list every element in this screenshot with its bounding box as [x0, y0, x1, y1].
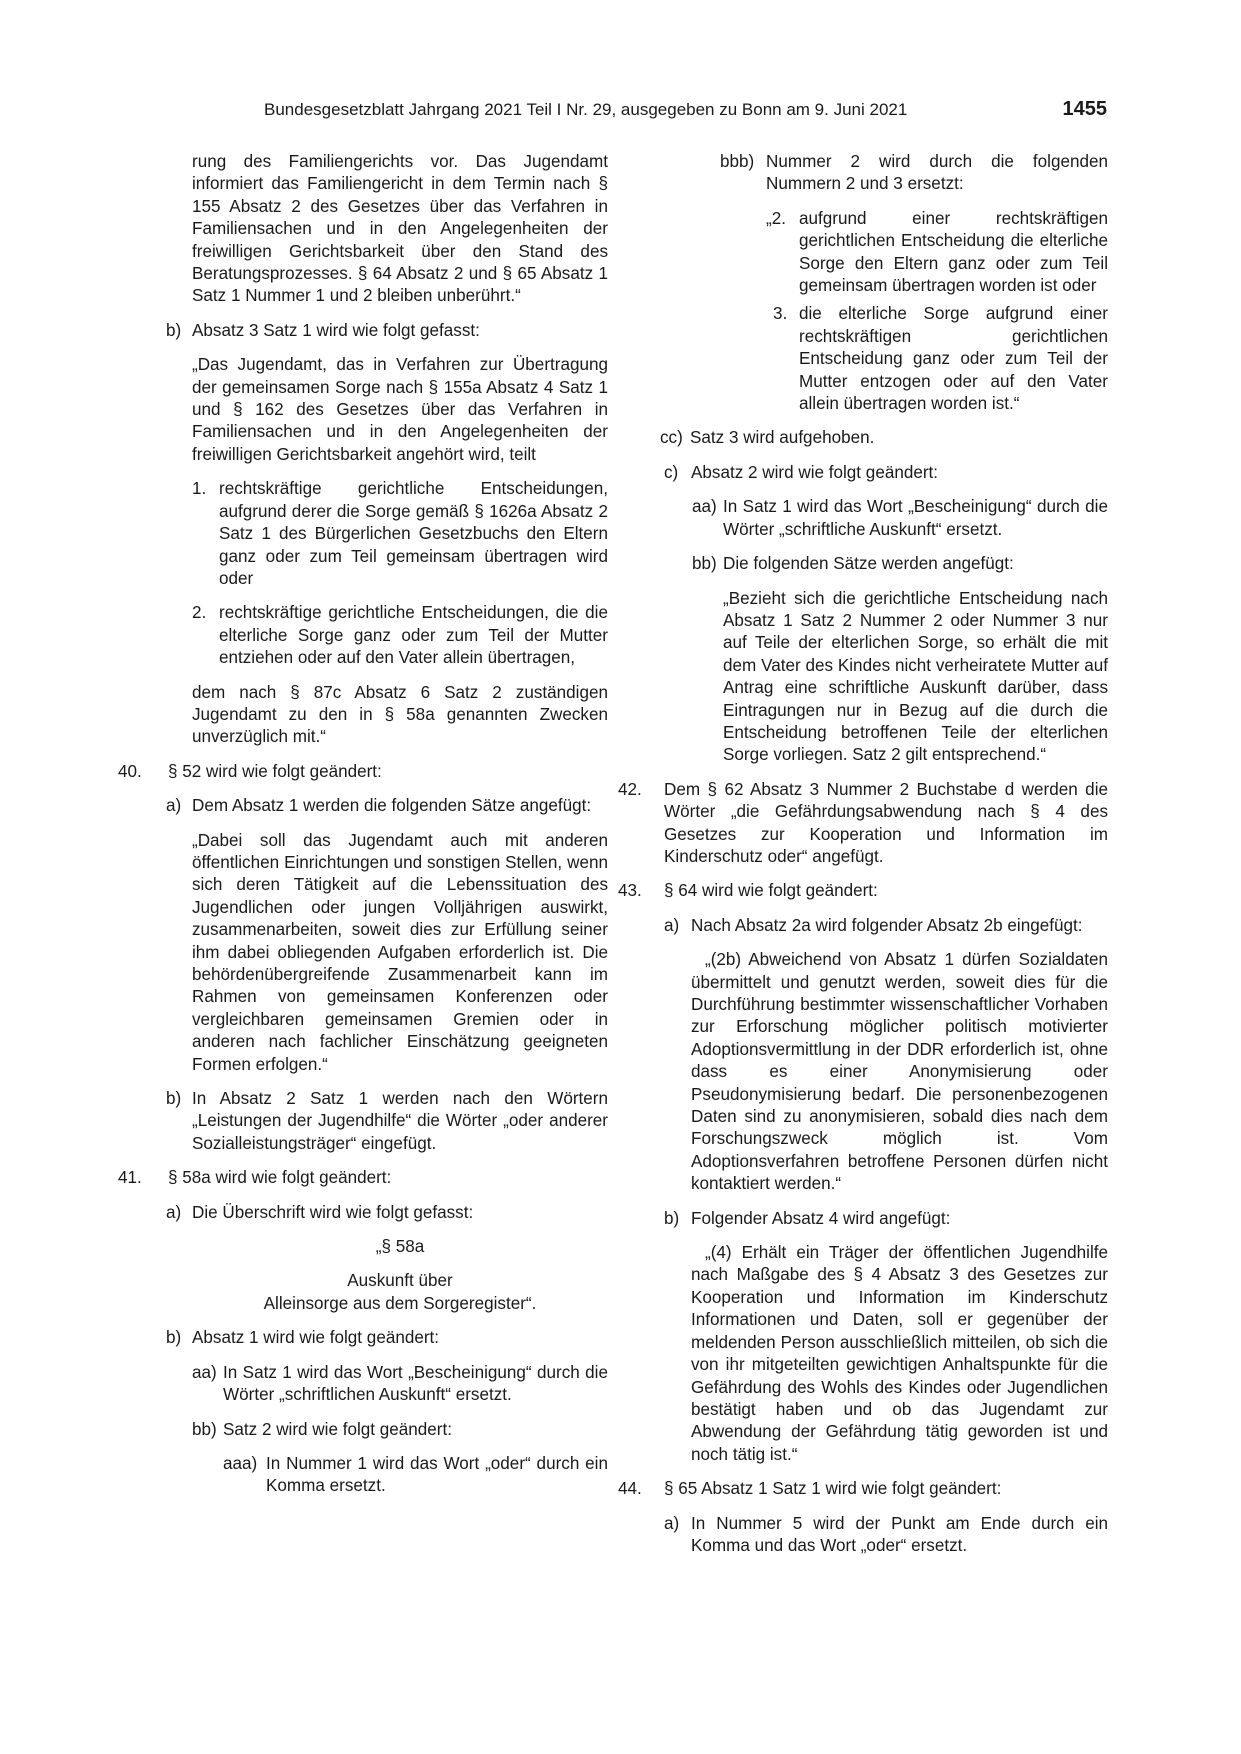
list-item: [630, 1513, 1108, 1558]
right-column: [618, 151, 1108, 1569]
list-item: [618, 880, 1108, 902]
section-heading: [192, 1236, 608, 1315]
heading-line: „§ 58a: [375, 1237, 425, 1257]
list-item: [130, 602, 608, 669]
item-label: bb): [192, 1419, 217, 1439]
list-item: [130, 1453, 608, 1498]
list-item: [630, 1208, 1108, 1230]
item-label: 44.: [618, 1479, 642, 1499]
item-text: In Satz 1 wird das Wort „Bescheinigung“ durch die Wörter „schriftlichen Auskunft“ ersetzt.: [223, 1362, 608, 1405]
item-text: die elterliche Sorge aufgrund einer rechtskräftigen gerichtlichen Entscheidung ganz oder zum Teil der Mutter entzogen oder auf den Vater allein übertragen worden ist.“: [799, 304, 1108, 414]
item-label: aaa): [223, 1453, 258, 1473]
heading-line: Alleinsorge aus dem Sorgeregister“.: [263, 1293, 537, 1313]
item-text: Absatz 2 wird wie folgt geändert:: [691, 462, 939, 482]
item-text: § 58a wird wie folgt geändert:: [168, 1168, 392, 1188]
item-text: rechtskräftige gerichtliche Entscheidungen, die die elterliche Sorge ganz oder zum Teil der Mutter entziehen oder auf den Vater allein übertragen,: [219, 603, 608, 668]
item-label: aa): [192, 1362, 217, 1382]
list-item: [630, 303, 1108, 415]
list-item: [130, 1088, 608, 1155]
quote-paragraph: „Dabei soll das Jugendamt auch mit anderen öffentlichen Einrichtungen und sonstigen Stellen, wenn sich deren Tätigkeit auf die Lebenssituation des Jugendlichen oder jungen Volljährigen auswirkt, zusammenarbeiten, soweit dies zur Erfüllung seiner ihm dabei obliegenden Aufgaben erforderlich ist. Die behördenübergreifende Zusammenarbeit kann im Rahmen von gemeinsamen Konferenzen oder vergleichbaren gemeinsamen Gremien oder in anderen nach fachlicher Einschätzung geeigneten Formen erfolgen.“: [192, 830, 608, 1074]
list-item: [118, 761, 608, 783]
item-label: 1.: [192, 479, 207, 499]
item-text: Nach Absatz 2a wird folgender Absatz 2b eingefügt:: [691, 915, 1083, 935]
item-label: „2.: [766, 208, 786, 228]
item-text: rechtskräftige gerichtliche Entscheidungen, aufgrund derer die Sorge gemäß § 1626a Absatz 2 Satz 1 des Bürgerlichen Gesetzbuchs den Eltern ganz oder zum Teil gemeinsam übertragen wird oder: [219, 479, 608, 588]
page-number: 1455: [1062, 98, 1107, 120]
item-text: § 64 wird wie folgt geändert:: [664, 881, 878, 901]
paragraph: rung des Familiengerichts vor. Das Jugendamt informiert das Familiengericht in dem Termin nach § 155 Absatz 2 des Gesetzes über das Verfahren in Familiensachen und in den Angelegenheiten der freiwilligen Gerichtsbarkeit über den Stand des Beratungsprozesses. § 64 Absatz 2 und § 65 Absatz 1 Satz 1 Nummer 1 und 2 bleiben unberührt.“: [192, 152, 608, 306]
item-label: b): [166, 320, 182, 340]
item-text: aufgrund einer rechtskräftigen gerichtlichen Entscheidung die elterliche Sorge den Eltern ganz oder zum Teil gemeinsam übertragen worden ist oder: [799, 208, 1108, 296]
list-item: [630, 915, 1108, 937]
item-text: In Nummer 5 wird der Punkt am Ende durch ein Komma und das Wort „oder“ ersetzt.: [691, 1513, 1108, 1555]
item-label: a): [166, 796, 182, 816]
item-label: a): [166, 1202, 182, 1222]
list-item: [130, 1362, 608, 1407]
item-label: 42.: [618, 779, 642, 799]
item-label: 2.: [192, 603, 207, 623]
heading-line: Auskunft über: [347, 1271, 453, 1291]
quote-paragraph: „(2b) Abweichend von Absatz 1 dürfen Sozialdaten übermittelt und genutzt werden, soweit dies für die Durchführung bestimmter wissenschaftlicher Vorhaben zur Erforschung möglicher politisch motivierter Adoptionsvermittlung in der DDR erforderlich ist, ohne dass es einer Anonymisierung oder Pseudonymisierung bedarf. Die personenbezogenen Daten sind zu anonymisieren, sobald dies nach dem Forschungszweck möglich ist. Vom Adoptionsverfahren betroffene Personen dürfen nicht kontaktiert werden.“: [691, 950, 1108, 1194]
item-label: bbb): [720, 152, 755, 171]
item-label: 43.: [618, 881, 642, 901]
list-item: [130, 1419, 608, 1441]
list-item: [130, 320, 608, 342]
item-text: § 52 wird wie folgt geändert:: [168, 761, 382, 781]
list-item: [130, 478, 608, 590]
item-label: b): [166, 1328, 182, 1348]
item-text: Satz 3 wird aufgehoben.: [690, 428, 875, 448]
item-text: Die Überschrift wird wie folgt gefasst:: [192, 1202, 474, 1222]
item-text: Absatz 3 Satz 1 wird wie folgt gefasst:: [192, 320, 480, 340]
item-label: 40.: [118, 761, 142, 781]
list-item: [130, 1327, 608, 1349]
item-text: Dem Absatz 1 werden die folgenden Sätze angefügt:: [192, 796, 592, 816]
quote-paragraph: „(4) Erhält ein Träger der öffentlichen Jugendhilfe nach Maßgabe des § 4 Absatz 3 des Gesetzes zur Kooperation und Information im Kinderschutz Informationen und Daten, soll er gegenüber der meldenden Person ausschließlich mitteilen, ob sich die von ihr mitgeteilten gewichtigen Anhaltspunkte für die Gefährdung des Wohls des Kindes oder Jugendlichen bestätigt haben und ob das Jugendamt zur Abwendung der Gefährdung tätig geworden ist und noch tätig ist.“: [691, 1243, 1108, 1464]
item-label: b): [166, 1089, 182, 1109]
list-item: [618, 1478, 1108, 1500]
item-text: Folgender Absatz 4 wird angefügt:: [691, 1208, 951, 1228]
item-text: Absatz 1 wird wie folgt geändert:: [192, 1328, 440, 1348]
item-label: a): [664, 915, 680, 935]
item-text: In Satz 1 wird das Wort „Bescheinigung“ durch die Wörter „schriftliche Auskunft“ ersetzt.: [723, 497, 1108, 539]
item-label: a): [664, 1513, 680, 1533]
item-label: c): [664, 462, 679, 482]
list-item: [618, 779, 1108, 869]
item-label: aa): [692, 497, 717, 517]
list-item: [630, 553, 1108, 575]
list-item: [630, 462, 1108, 484]
left-column: [118, 151, 608, 1510]
item-text: Nummer 2 wird durch die folgenden Nummern 2 und 3 ersetzt:: [766, 152, 1108, 194]
item-text: § 65 Absatz 1 Satz 1 wird wie folgt geändert:: [664, 1479, 1002, 1499]
page-header: [0, 100, 1241, 126]
item-text: In Absatz 2 Satz 1 werden nach den Wörtern „Leistungen der Jugendhilfe“ die Wörter „oder anderer Sozialleistungsträger“ eingefügt.: [192, 1089, 608, 1153]
item-label: cc): [660, 428, 683, 448]
quote-paragraph: „Bezieht sich die gerichtliche Entscheidung nach Absatz 1 Satz 2 Nummer 2 oder Nummer 3 nur auf Teile der elterlichen Sorge, so erhält die mit dem Vater des Kindes nicht verheiratete Mutter auf Antrag eine schriftliche Auskunft darüber, dass Eintragungen nur in Bezug auf die durch die Entscheidung betroffenen Teile der elterlichen Sorge vorliegen. Satz 2 gilt entsprechend.“: [723, 588, 1108, 765]
list-item: [130, 1202, 608, 1224]
quote-paragraph: „Das Jugendamt, das in Verfahren zur Übertragung der gemeinsamen Sorge nach § 155a Absatz 4 Satz 1 und § 162 des Gesetzes über das Verfahren in Familiensachen und in den Angelegenheiten der freiwilligen Gerichtsbarkeit angehört wird, teilt: [192, 355, 608, 464]
item-label: bb): [692, 554, 717, 574]
item-text: Satz 2 wird wie folgt geändert:: [223, 1419, 452, 1439]
list-item: [118, 1167, 608, 1189]
item-text: Die folgenden Sätze werden angefügt:: [723, 554, 1014, 574]
list-item: [630, 151, 1108, 196]
item-text: Dem § 62 Absatz 3 Nummer 2 Buchstabe d werden die Wörter „die Gefährdungsabwendung nach § 4 des Gesetzes zur Kooperation und Information im Kinderschutz oder“ angefügt.: [664, 779, 1108, 866]
gazette-title: Bundesgesetzblatt Jahrgang 2021 Teil I Nr. 29, ausgegeben zu Bonn am 9. Juni 2021: [264, 100, 908, 119]
item-label: 3.: [773, 304, 788, 324]
list-item: [630, 496, 1108, 541]
paragraph: dem nach § 87c Absatz 6 Satz 2 zuständigen Jugendamt zu den in § 58a genannten Zwecken unverzüglich mit.“: [192, 682, 608, 747]
list-item: [130, 795, 608, 817]
item-text: In Nummer 1 wird das Wort „oder“ durch ein Komma ersetzt.: [266, 1453, 608, 1496]
item-label: 41.: [118, 1168, 142, 1188]
list-item: [630, 427, 1108, 449]
list-item: [630, 208, 1108, 298]
item-label: b): [664, 1208, 680, 1228]
